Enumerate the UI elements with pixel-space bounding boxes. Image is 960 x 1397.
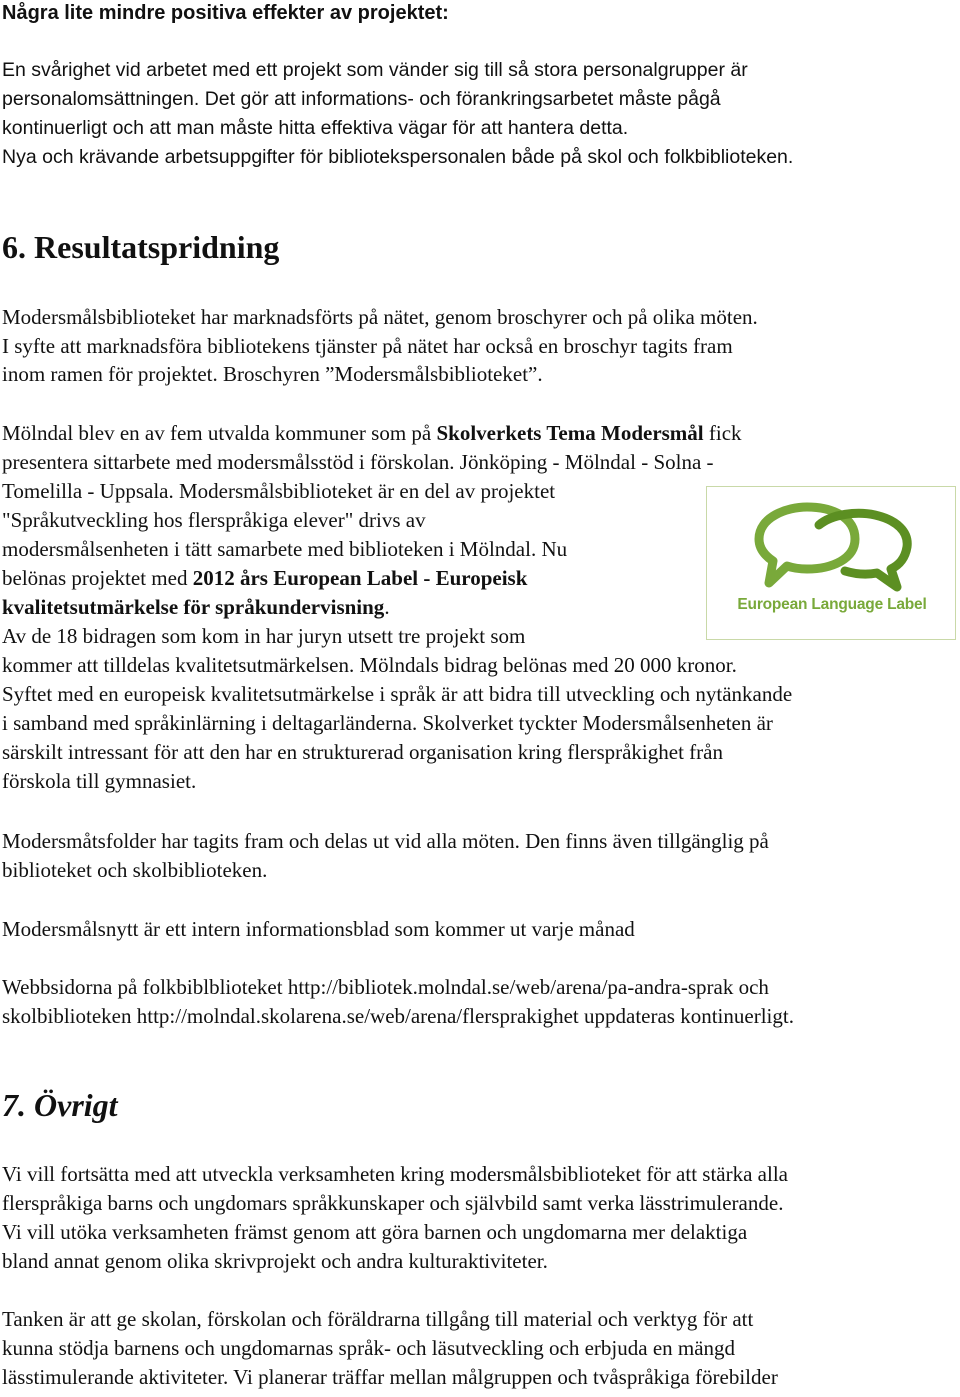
paragraph-line: modersmålsenheten i tätt samarbete med biblioteken i Mölndal. Nu (2, 537, 568, 561)
text-run: Mölndal blev en av fem utvalda kommuner som på (2, 421, 437, 445)
bold-text-run: Skolverkets Tema Modersmål (436, 421, 704, 445)
paragraph-line (2, 421, 742, 446)
paragraph-line: Vi vill fortsätta med att utveckla verksamheten kring modersmålsbiblioteket för att stärka alla (2, 1162, 788, 1186)
speech-bubbles-icon (707, 487, 957, 641)
paragraph-line: Tomelilla - Uppsala. Modersmålsbiblioteket är en del av projektet (2, 479, 556, 503)
paragraph-line: I syfte att marknadsföra bibliotekens tjänster på nätet har också en broschyr tagits fram (2, 334, 733, 358)
paragraph-line: särskilt intressant för att den har en strukturerad organisation kring flerspråkighet från (2, 740, 723, 764)
paragraph-line: personalomsättningen. Det gör att informations- och förankringsarbetet måste pågå (2, 88, 721, 110)
paragraph-line: Tanken är att ge skolan, förskolan och föräldrarna tillgång till material och verktyg för att (2, 1307, 754, 1331)
section-heading-resultatspridning: 6. Resultatspridning (2, 229, 280, 265)
paragraph-line: i samband med språkinlärning i deltagarländerna. Skolverket tyckter Modersmålsenheten är (2, 711, 773, 735)
paragraph-line: Vi vill utöka verksamheten främst genom att göra barnen och ungdomarna mer delaktiga (2, 1220, 748, 1244)
text-run: fick (703, 421, 742, 445)
paragraph-line: flerspråkiga barns och ungdomars språkkunskaper och självbild samt verka lässtrimulerande. (2, 1191, 784, 1215)
paragraph-line: Nya och krävande arbetsuppgifter för bibliotekspersonalen både på skol och folkbiblioteken. (2, 146, 794, 168)
paragraph-line: biblioteket och skolbiblioteken. (2, 858, 268, 882)
text-run: belönas projektet med (2, 566, 193, 590)
paragraph-line: Modersmålsbiblioteket har marknadsförts på nätet, genom broschyrer och på olika möten. (2, 305, 758, 329)
text-run: . (384, 595, 390, 619)
paragraph-line: förskola till gymnasiet. (2, 769, 197, 793)
paragraph-line (2, 566, 527, 591)
paragraph-line: Modersmålsnytt är ett intern informationsblad som kommer ut varje månad (2, 917, 635, 941)
paragraph-line: inom ramen för projektet. Broschyren ”Modersmålsbiblioteket”. (2, 362, 543, 386)
section-heading-negative-effects: Några lite mindre positiva effekter av projektet: (2, 2, 449, 24)
paragraph-line: kontinuerligt och att man måste hitta effektiva vägar för att hantera detta. (2, 117, 629, 139)
logo-text: European Language Label (737, 596, 927, 613)
paragraph-line: "Språkutveckling hos flerspråkiga elever" drivs av (2, 508, 426, 532)
bold-text-run: 2012 års European Label - Europeisk (192, 566, 528, 590)
paragraph-line: Syftet med en europeisk kvalitetsutmärkelse i språk är att bidra till utveckling och nytänkande (2, 682, 793, 706)
section-heading-ovrigt: 7. Övrigt (2, 1087, 118, 1123)
paragraph-line: lässtimulerande aktiviteter. Vi planerar träffar mellan målgruppen och tvåspråkiga förebilder (2, 1365, 778, 1389)
paragraph-line: kunna stödja barnens och ungdomarnas språk- och läsutveckling och erbjuda en mängd (2, 1336, 736, 1360)
paragraph-line: En svårighet vid arbetet med ett projekt som vänder sig till så stora personalgrupper är (2, 59, 748, 81)
paragraph-line: bland annat genom olika skrivprojekt och andra kulturaktiviteter. (2, 1249, 548, 1273)
european-language-label-logo (706, 486, 956, 640)
paragraph-line: Av de 18 bidragen som kom in har juryn utsett tre projekt som (2, 624, 526, 648)
paragraph-line: Modersmåtsfolder har tagits fram och delas ut vid alla möten. Den finns även tillgänglig på (2, 829, 769, 853)
bold-text-run: kvalitetsutmärkelse för språkundervisning (2, 595, 385, 619)
paragraph-line: Webbsidorna på folkbiblblioteket http://bibliotek.molndal.se/web/arena/pa-andra-sprak och (2, 975, 769, 999)
paragraph-line: skolbiblioteken http://molndal.skolarena.se/web/arena/flersprakighet uppdateras kontinuerligt. (2, 1004, 794, 1028)
paragraph-line (2, 595, 390, 620)
paragraph-line: kommer att tilldelas kvalitetsutmärkelsen. Mölndals bidrag belönas med 20 000 kronor. (2, 653, 737, 677)
paragraph-line: presentera sittarbete med modersmålsstöd i förskolan. Jönköping - Mölndal - Solna - (2, 450, 714, 474)
